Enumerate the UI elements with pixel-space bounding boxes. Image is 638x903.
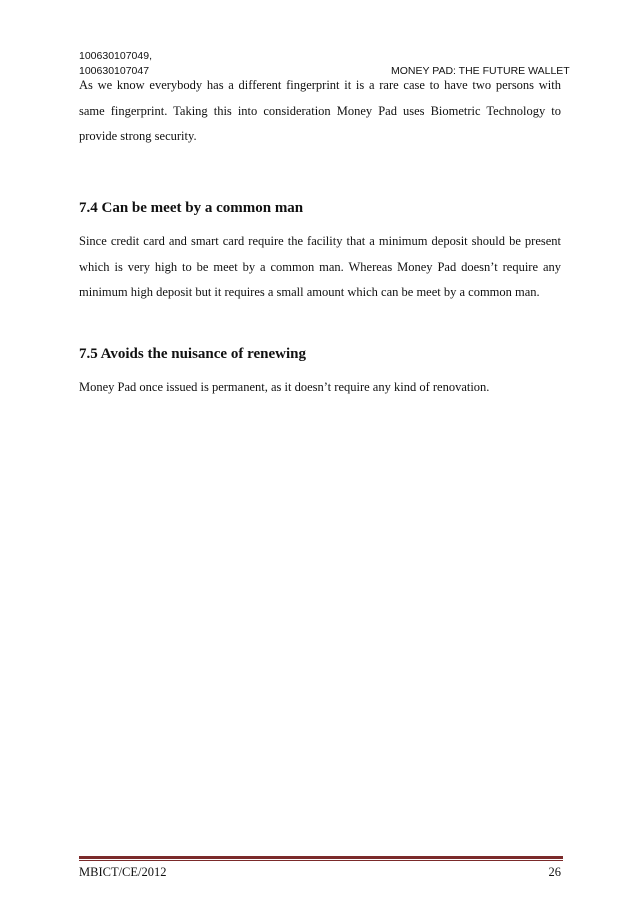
section-heading-7-4: 7.4 Can be meet by a common man [79, 200, 304, 216]
header-id-1: 100630107049, [79, 50, 152, 62]
footer-rule [79, 856, 563, 859]
intro-paragraph: As we know everybody has a different fingerprint it is a rare case to have two persons with same fingerprint. Taking this into consideration Money Pad uses Biometric Technology to provide strong security. [79, 78, 561, 143]
section-paragraph-7-5: Money Pad once issued is permanent, as it doesn’t require any kind of renovation. [79, 380, 490, 394]
footer-department-code: MBICT/CE/2012 [79, 865, 167, 879]
header-document-title: MONEY PAD: THE FUTURE WALLET [391, 65, 570, 77]
footer-rule-thin [79, 860, 563, 861]
section-paragraph-7-4: Since credit card and smart card require the facility that a minimum deposit should be present which is very high to be meet by a common man. Whereas Money Pad doesn’t require any minimum high deposit but it requires a small amount which can be meet by a common man. [79, 234, 561, 299]
header-id-2: 100630107047 [79, 65, 150, 77]
section-heading-7-5: 7.5 Avoids the nuisance of renewing [79, 346, 306, 362]
page-number: 26 [548, 865, 561, 879]
